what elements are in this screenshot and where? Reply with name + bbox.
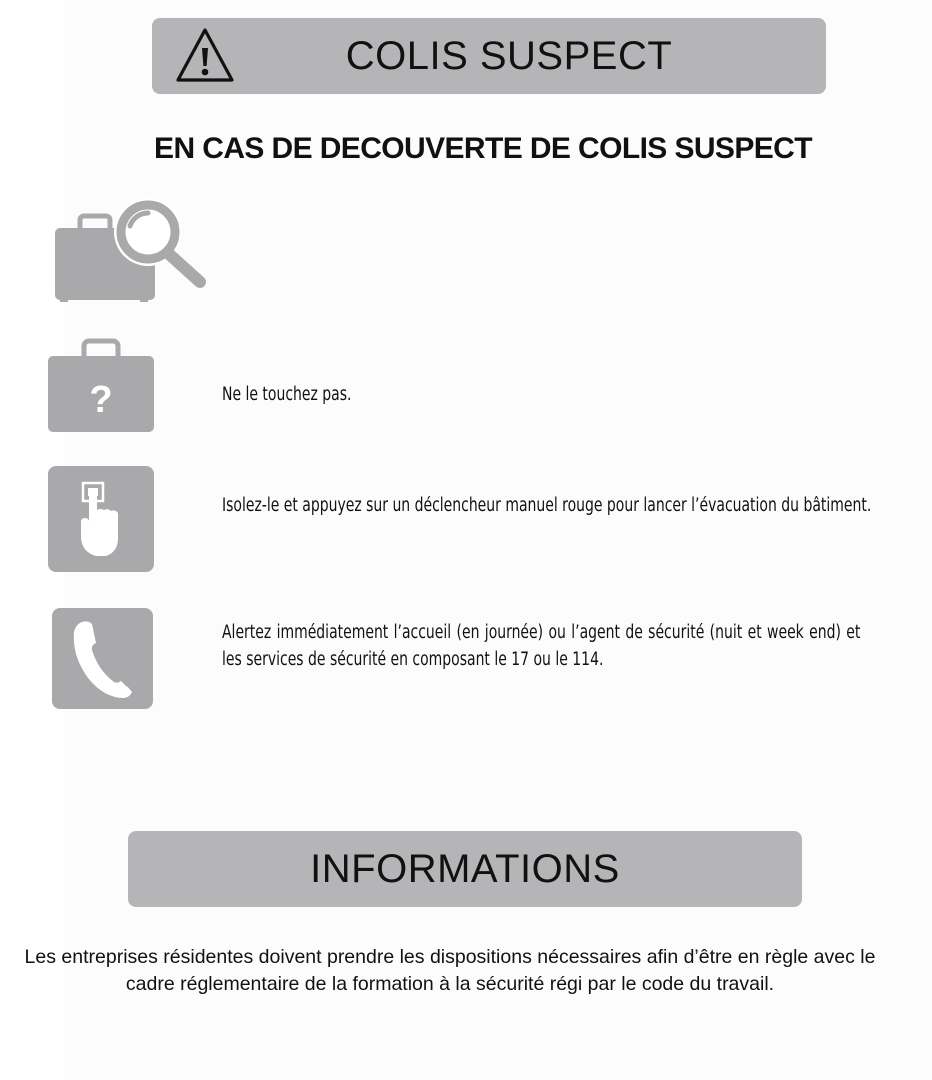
warning-triangle-icon: [174, 26, 236, 84]
informations-text: Les entreprises résidentes doivent prendre les dispositions nécessaires afin d’être en règle avec le cadre réglementaire de la formation à la sécurité régi par le code du travail.: [24, 946, 876, 995]
informations-banner: [128, 831, 802, 907]
suitcase-magnifier-icon: [52, 196, 208, 306]
page-subtitle: EN CAS DE DECOUVERTE DE COLIS SUSPECT: [154, 132, 812, 165]
hand-press-button-icon: [48, 466, 154, 572]
phone-icon: [52, 608, 153, 709]
colis-suspect-banner: [152, 18, 826, 94]
step-3-text: Alertez immédiatement l’accueil (en journée) ou l’agent de sécurité (nuit et week end) et les services de sécurité en composant le 17 ou le 114.: [222, 622, 861, 670]
banner-title: COLIS SUSPECT: [345, 33, 673, 78]
step-2-text: Isolez-le et appuyez sur un déclencheur manuel rouge pour lancer l’évacuation du bâtiment.: [222, 495, 872, 516]
informations-title: INFORMATIONS: [310, 846, 620, 891]
svg-text:?: ?: [89, 379, 113, 421]
step-1-text: Ne le touchez pas.: [222, 384, 352, 405]
suitcase-question-icon: [48, 338, 154, 432]
